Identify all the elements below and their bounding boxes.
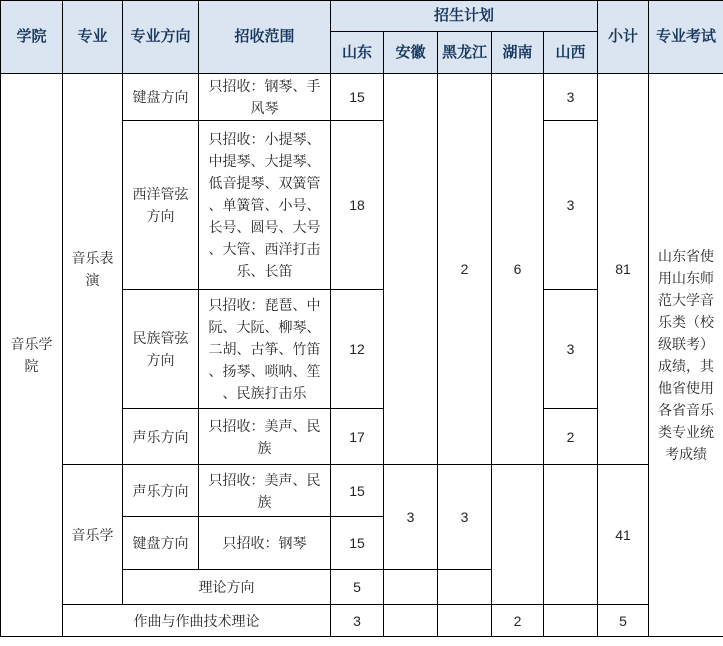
- cell-heilongjiang-composition: [438, 605, 492, 637]
- cell-exam-note: 山东省使用山东师范大学音乐类（校级联考）成绩，其他省使用各省音乐类专业统考成绩: [649, 74, 723, 637]
- header-direction: 专业方向: [123, 1, 199, 74]
- cell-shandong-keyboard-mus: 15: [331, 517, 384, 570]
- cell-subtotal-performance: 81: [598, 74, 649, 465]
- cell-shanxi-folk: 3: [544, 290, 598, 409]
- header-province-shanxi: 山西: [544, 32, 598, 74]
- cell-anhui-performance: [384, 74, 438, 465]
- cell-scope-folk: 只招收：琵琶、中阮、大阮、柳琴、二胡、古筝、竹笛、扬琴、唢呐、笙、民族打击乐: [199, 290, 331, 409]
- header-province-shandong: 山东: [331, 32, 384, 74]
- cell-heilongjiang-musicology: 3: [438, 465, 492, 570]
- cell-shanxi-composition: [544, 605, 598, 637]
- cell-anhui-composition: [384, 605, 438, 637]
- cell-college-name: 音乐学院: [1, 74, 63, 637]
- cell-direction-theory: 理论方向: [123, 570, 331, 605]
- row-musicology-vocal: [1, 465, 723, 517]
- cell-shanxi-western: 3: [544, 121, 598, 290]
- header-major: 专业: [63, 1, 123, 74]
- cell-shanxi-keyboard: 3: [544, 74, 598, 121]
- cell-scope-keyboard: 只招收：钢琴、手风琴: [199, 74, 331, 121]
- header-province-heilongjiang: 黑龙江: [438, 32, 492, 74]
- header-scope: 招收范围: [199, 1, 331, 74]
- cell-shandong-composition: 3: [331, 605, 384, 637]
- cell-hunan-musicology: [492, 465, 544, 605]
- cell-scope-western: 只招收：小提琴、中提琴、大提琴、低音提琴、双簧管、单簧管、小号、长号、圆号、大号、大管、西洋打击乐、长笛: [199, 121, 331, 290]
- cell-shandong-folk: 12: [331, 290, 384, 409]
- cell-shandong-vocal-perf: 17: [331, 409, 384, 465]
- cell-shandong-vocal-mus: 15: [331, 465, 384, 517]
- cell-subtotal-musicology: 41: [598, 465, 649, 605]
- cell-shanxi-vocal-perf: 2: [544, 409, 598, 465]
- cell-direction-vocal-mus: 声乐方向: [123, 465, 199, 517]
- header-exam: 专业考试: [649, 1, 723, 74]
- row-performance-keyboard: [1, 74, 723, 121]
- cell-direction-vocal-perf: 声乐方向: [123, 409, 199, 465]
- cell-direction-keyboard: 键盘方向: [123, 74, 199, 121]
- cell-scope-keyboard-mus: 只招收：钢琴: [199, 517, 331, 570]
- header-province-anhui: 安徽: [384, 32, 438, 74]
- cell-subtotal-composition: 5: [598, 605, 649, 637]
- header-subtotal: 小计: [598, 1, 649, 74]
- cell-shandong-theory: 5: [331, 570, 384, 605]
- header-row-top: [1, 1, 723, 32]
- cell-shandong-keyboard: 15: [331, 74, 384, 121]
- cell-major-musicology: 音乐学: [63, 465, 123, 605]
- cell-scope-vocal-mus: 只招收：美声、民族: [199, 465, 331, 517]
- header-college: 学院: [1, 1, 63, 74]
- row-composition: [1, 605, 723, 637]
- cell-direction-keyboard-mus: 键盘方向: [123, 517, 199, 570]
- cell-shanxi-musicology: [544, 465, 598, 605]
- cell-direction-folk: 民族管弦方向: [123, 290, 199, 409]
- cell-major-performance: 音乐表演: [63, 74, 123, 465]
- cell-heilongjiang-performance: 2: [438, 74, 492, 465]
- cell-shandong-western: 18: [331, 121, 384, 290]
- cell-anhui-theory: [384, 570, 438, 605]
- cell-direction-western: 西洋管弦方向: [123, 121, 199, 290]
- cell-anhui-musicology: 3: [384, 465, 438, 570]
- header-province-hunan: 湖南: [492, 32, 544, 74]
- cell-major-composition: 作曲与作曲技术理论: [63, 605, 331, 637]
- cell-heilongjiang-theory: [438, 570, 492, 605]
- cell-hunan-composition: 2: [492, 605, 544, 637]
- cell-scope-vocal-perf: 只招收：美声、民族: [199, 409, 331, 465]
- cell-hunan-performance: 6: [492, 74, 544, 465]
- header-plan-title: 招生计划: [331, 1, 598, 32]
